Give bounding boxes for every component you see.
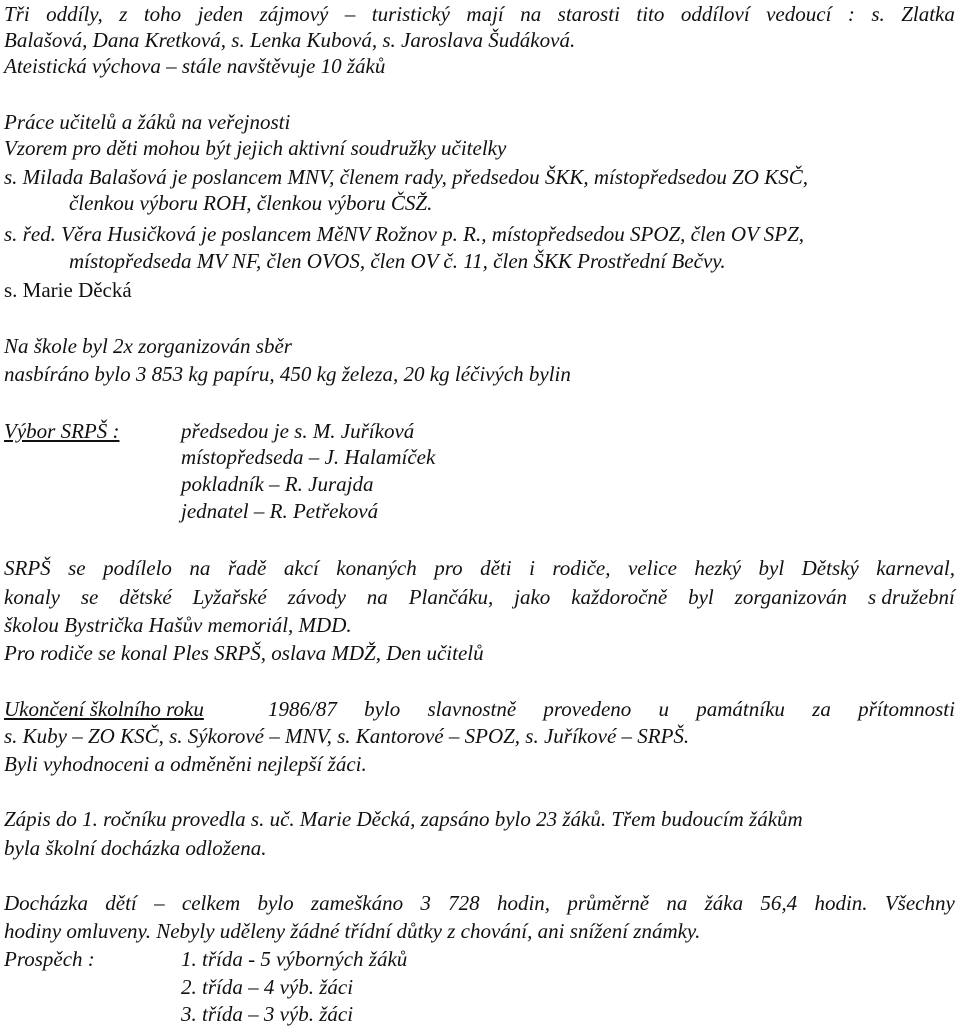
word: karneval, <box>876 556 955 580</box>
word: z <box>119 2 128 26</box>
word: 1986/87 <box>268 697 337 721</box>
school-year-end-label: Ukončení školního roku <box>4 697 204 721</box>
word: průměrně <box>567 891 650 915</box>
word: konaly <box>4 585 60 609</box>
word: za <box>812 697 831 721</box>
word: se <box>68 556 86 580</box>
word: závody <box>287 585 346 609</box>
word: : <box>847 2 855 26</box>
word: na <box>189 556 211 580</box>
word: děti <box>480 556 512 580</box>
committee-secretary: jednatel – R. Petřeková <box>181 499 379 523</box>
word: přítomnosti <box>858 697 955 721</box>
text-line-25: byla školní docházka odložena. <box>4 836 267 860</box>
word: oddíly, <box>46 2 103 26</box>
word: celkem <box>181 891 241 915</box>
text-line-21 <box>4 696 955 722</box>
word: žáka <box>704 891 744 915</box>
results-class-2: 2. třída – 4 výb. žáci <box>181 975 354 999</box>
word: 56,4 <box>760 891 798 915</box>
word: provedeno <box>543 697 632 721</box>
word: bylo <box>257 891 294 915</box>
word: se <box>80 585 99 609</box>
text-line-01 <box>4 1 955 27</box>
text-line-17 <box>4 555 955 581</box>
word: vedoucí <box>766 2 832 26</box>
word: na <box>520 2 542 26</box>
word: zájmový <box>259 2 329 26</box>
word: jako <box>514 585 551 609</box>
text-line-11: Na škole byl 2x zorganizován sběr <box>4 334 292 358</box>
word: 728 <box>448 891 480 915</box>
text-line-12: nasbíráno bylo 3 853 kg papíru, 450 kg železa, 20 kg léčivých bylin <box>4 362 571 386</box>
word: u <box>658 697 670 721</box>
word: s. <box>871 2 885 26</box>
word: zorganizován <box>734 585 848 609</box>
word: Dětský <box>801 556 859 580</box>
section-heading-public-work: Práce učitelů a žáků na veřejnosti <box>4 110 291 134</box>
word: oddíloví <box>680 2 750 26</box>
word: byl <box>758 556 785 580</box>
committee-chair: předsedou je s. M. Juříková <box>181 419 415 443</box>
word: bylo <box>364 697 401 721</box>
text-line-02: Balašová, Dana Kretková, s. Lenka Kubová, s. Jaroslava Šudáková. <box>4 28 576 52</box>
word: dětské <box>119 585 172 609</box>
word: památníku <box>696 697 785 721</box>
text-line-26 <box>4 890 955 916</box>
text-line-20: Pro rodiče se konal Ples SRPŠ, oslava MDŽ, Den učitelů <box>4 641 484 665</box>
word: na <box>666 891 688 915</box>
word: hodin. <box>814 891 868 915</box>
word: tito <box>636 2 665 26</box>
word: jeden <box>197 2 244 26</box>
word: Plančáku, <box>408 585 494 609</box>
text-line-06: s. Milada Balašová je poslancem MNV, členem rady, předsedou ŠKK, místopředsedou ZO KSČ, <box>4 165 808 189</box>
text-line-21-rest <box>268 696 955 722</box>
committee-vice-chair: místopředseda – J. Halamíček <box>181 445 436 469</box>
text-line-09: místopředseda MV NF, člen OVOS, člen OV č. 11, člen ŠKK Prostřední Bečvy. <box>69 249 726 273</box>
results-label: Prospěch : <box>4 947 95 971</box>
word: pro <box>434 556 463 580</box>
word: zameškáno <box>310 891 404 915</box>
word: na <box>366 585 388 609</box>
text-line-07: členkou výboru ROH, členkou výboru ČSŽ. <box>69 191 433 215</box>
word: velice <box>627 556 677 580</box>
word: Všechny <box>884 891 955 915</box>
word: 3 <box>420 891 431 915</box>
word: SRPŠ <box>4 556 51 580</box>
word: Zlatka <box>901 2 955 26</box>
word: konaných <box>336 556 417 580</box>
word: Tři <box>4 2 30 26</box>
word: s družební <box>867 585 955 609</box>
word: každoročně <box>571 585 668 609</box>
text-line-10: s. Marie Děcká <box>4 278 132 302</box>
committee-treasurer: pokladník – R. Jurajda <box>181 472 374 496</box>
word: Docházka <box>4 891 88 915</box>
text-line-03: Ateistická výchova – stále navštěvuje 10 žáků <box>4 54 386 78</box>
text-line-08: s. řed. Věra Husičková je poslancem MěNV Rožnov p. R., místopředsedou SPOZ, člen OV SPZ, <box>4 222 805 246</box>
word: hodin, <box>496 891 551 915</box>
word: rodiče, <box>552 556 611 580</box>
word: hezký <box>694 556 742 580</box>
results-class-3: 3. třída – 3 výb. žáci <box>181 1002 354 1026</box>
word: řadě <box>227 556 267 580</box>
text-line-05: Vzorem pro děti mohou být jejich aktivní soudružky učitelky <box>4 136 507 160</box>
word: dětí <box>105 891 137 915</box>
word: – <box>154 891 165 915</box>
word: byl <box>688 585 714 609</box>
word: – <box>344 2 356 26</box>
text-line-23: Byli vyhodnoceni a odměněni nejlepší žáci. <box>4 752 367 776</box>
word: akcí <box>283 556 319 580</box>
word: turistický <box>371 2 450 26</box>
text-line-19: školou Bystrička Hašův memoriál, MDD. <box>4 613 352 637</box>
results-class-1: 1. třída - 5 výborných žáků <box>181 947 408 971</box>
text-line-22: s. Kuby – ZO KSČ, s. Sýkorové – MNV, s. Kantorové – SPOZ, s. Juříkové – SRPŠ. <box>4 724 690 748</box>
word: podílelo <box>103 556 172 580</box>
text-line-18 <box>4 584 955 610</box>
word: toho <box>143 2 182 26</box>
word: starosti <box>557 2 620 26</box>
word: mají <box>466 2 504 26</box>
word: slavnostně <box>427 697 517 721</box>
committee-label: Výbor SRPŠ : <box>4 419 120 443</box>
text-line-27: hodiny omluveny. Nebyly uděleny žádné třídní důtky z chování, ani snížení známky. <box>4 919 701 943</box>
word: Lyžařské <box>192 585 267 609</box>
word: i <box>529 556 535 580</box>
text-line-24: Zápis do 1. ročníku provedla s. uč. Marie Děcká, zapsáno bylo 23 žáků. Třem budoucím žákům <box>4 807 803 831</box>
